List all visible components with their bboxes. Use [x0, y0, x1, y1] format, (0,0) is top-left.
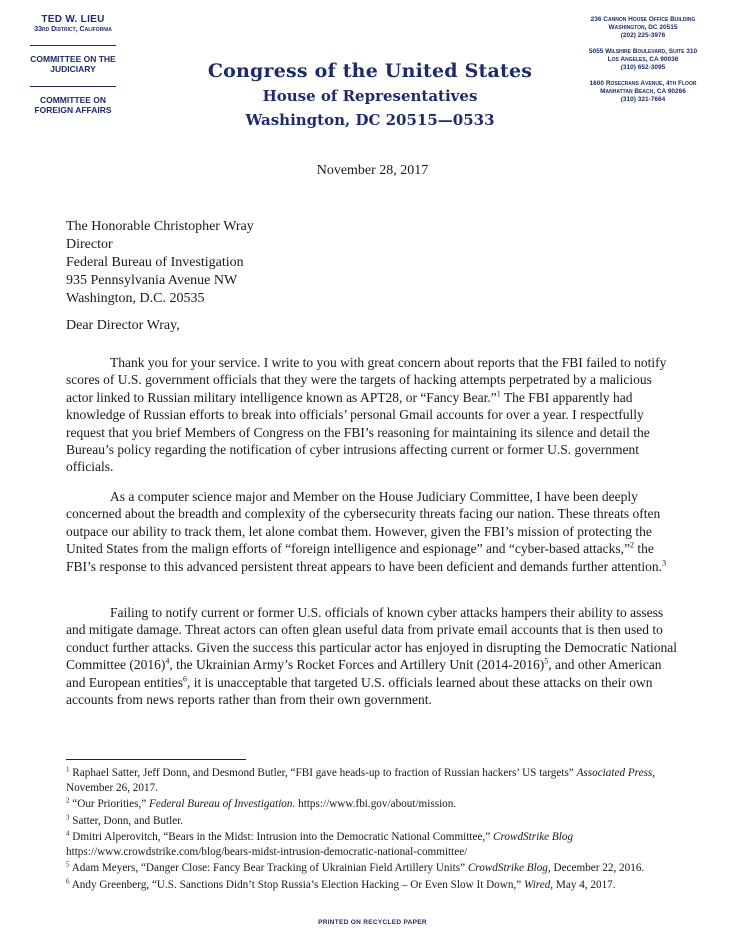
office-address: 5055 Wilshire Boulevard, Suite 310 Los Angeles, CA 90036 (310) 652-3095	[588, 48, 698, 71]
addressee-line: Director	[66, 237, 113, 252]
footnotes	[66, 766, 686, 894]
footnote: $^2$ “Our Priorities,” Federal Bureau of Investigation. https://www.fbi.gov/about/mission.	[66, 796, 457, 810]
footnote-ref: 6	[182, 674, 187, 684]
salutation: Dear Director Wray,	[66, 318, 180, 333]
footnote-ref: 3	[662, 558, 667, 568]
footnote-divider	[66, 759, 246, 760]
member-district: 33rd District, California	[34, 26, 112, 33]
office-addresses	[568, 16, 718, 112]
recycled-paper-note: PRINTED ON RECYCLED PAPER	[318, 919, 427, 926]
city-zip: Washington, DC 20515—0533	[245, 111, 495, 129]
footnote-ref: 1	[496, 389, 501, 399]
footnote: $^4$ Dmitri Alperovitch, “Bears in the Midst: Intrusion into the Democratic National Committee,” CrowdStrike Blog https://www.crowdstrike.com/blog/bears-midst-intrusion-democratic-national-committee/	[66, 829, 574, 858]
office-address: 236 Cannon House Office Building Washington, DC 20515 (202) 225-3976	[590, 16, 696, 39]
footnote-ref: 5	[544, 656, 549, 666]
letterhead-left	[0, 14, 146, 115]
office-address: 1600 Rosecrans Avenue, 4th Floor Manhattan Beach, CA 90266 (310) 321-7664	[589, 80, 697, 103]
divider	[30, 45, 116, 46]
letter-date: November 28, 2017	[316, 163, 429, 178]
addressee-block	[66, 218, 254, 308]
addressee-line: The Honorable Christopher Wray	[66, 219, 254, 234]
footnote: $^6$ Andy Greenberg, “U.S. Sanctions Didn’t Stop Russia’s Election Hacking – Or Even Slow It Down,” Wired, May 4, 2017.	[66, 876, 616, 891]
divider	[30, 86, 116, 87]
committee-foreign-affairs: COMMITTEE ON FOREIGN AFFAIRS	[34, 95, 112, 115]
footnote: $^3$ Satter, Donn, and Butler.	[66, 812, 184, 827]
paragraph-1: Thank you for your service. I write to you with great concern about reports that the FBI failed to notify scores of U.S. government officials that they were the targets of hacking attempts perpetrated by a malicious actor linked to Russian military intelligence known as APT28, or “Fancy Bear.”$^1$ The FBI apparently had knowledge of Russian efforts to break into officials’ personal Gmail accounts for over a year. I respectfully request that you brief Members of Congress on the FBI’s reasoning for maintaining its silence and detail the Bureau’s policy regarding the notification of cyber intrusions affecting current or former U.S. government officials.	[66, 355, 667, 475]
congress-title: Congress of the United States	[207, 60, 533, 82]
house-title: House of Representatives	[262, 87, 478, 105]
footnote-ref: 2	[630, 540, 635, 550]
letterhead-title	[170, 60, 570, 129]
addressee-line: Federal Bureau of Investigation	[66, 255, 244, 270]
footnote: $^1$ Raphael Satter, Jeff Donn, and Desmond Butler, “FBI gave heads-up to fraction of Russian hackers’ US targets” Associated Press, November 26, 2017.	[66, 765, 656, 794]
committee-judiciary: COMMITTEE ON THE JUDICIARY	[30, 54, 116, 74]
footnote: $^5$ Adam Meyers, “Danger Close: Fancy Bear Tracking of Ukrainian Field Artillery Units” CrowdStrike Blog, December 22, 2016.	[66, 860, 645, 874]
addressee-line: 935 Pennsylvania Avenue NW	[66, 273, 238, 288]
member-name: TED W. LIEU	[41, 14, 105, 25]
addressee-line: Washington, D.C. 20535	[66, 291, 205, 306]
footnote-ref: 4	[165, 656, 170, 666]
paragraph-3: Failing to notify current or former U.S. officials of known cyber attacks hampers their ability to assess and mitigate damage. Threat actors can often glean useful data from private email accounts that is then used to conduct further attacks. Given the success this particular actor has enjoyed in disrupting the Democratic National Committee $(2016)^4$, the Ukrainian Army’s Rocket Forces and Artillery Unit (2014-2016)$^5$, and other American and European entities$^6$, it is unacceptable that targeted U.S. officials learned about these attacks on their own accounts from news reports rather than from their own government.	[66, 605, 678, 708]
paragraph-2: As a computer science major and Member on the House Judiciary Committee, I have been deeply concerned about the breadth and complexity of the cybersecurity threats facing our nation. These threats often outpace our ability to track them, let alone combat them. However, given the FBI’s mission of protecting the United States from the malign efforts of “foreign intelligence and espionage” and “cyber-based attacks,”$^2$ the FBI’s response to this advanced persistent threat appears to have been deficient and demands further attention.$^3$	[66, 489, 667, 574]
